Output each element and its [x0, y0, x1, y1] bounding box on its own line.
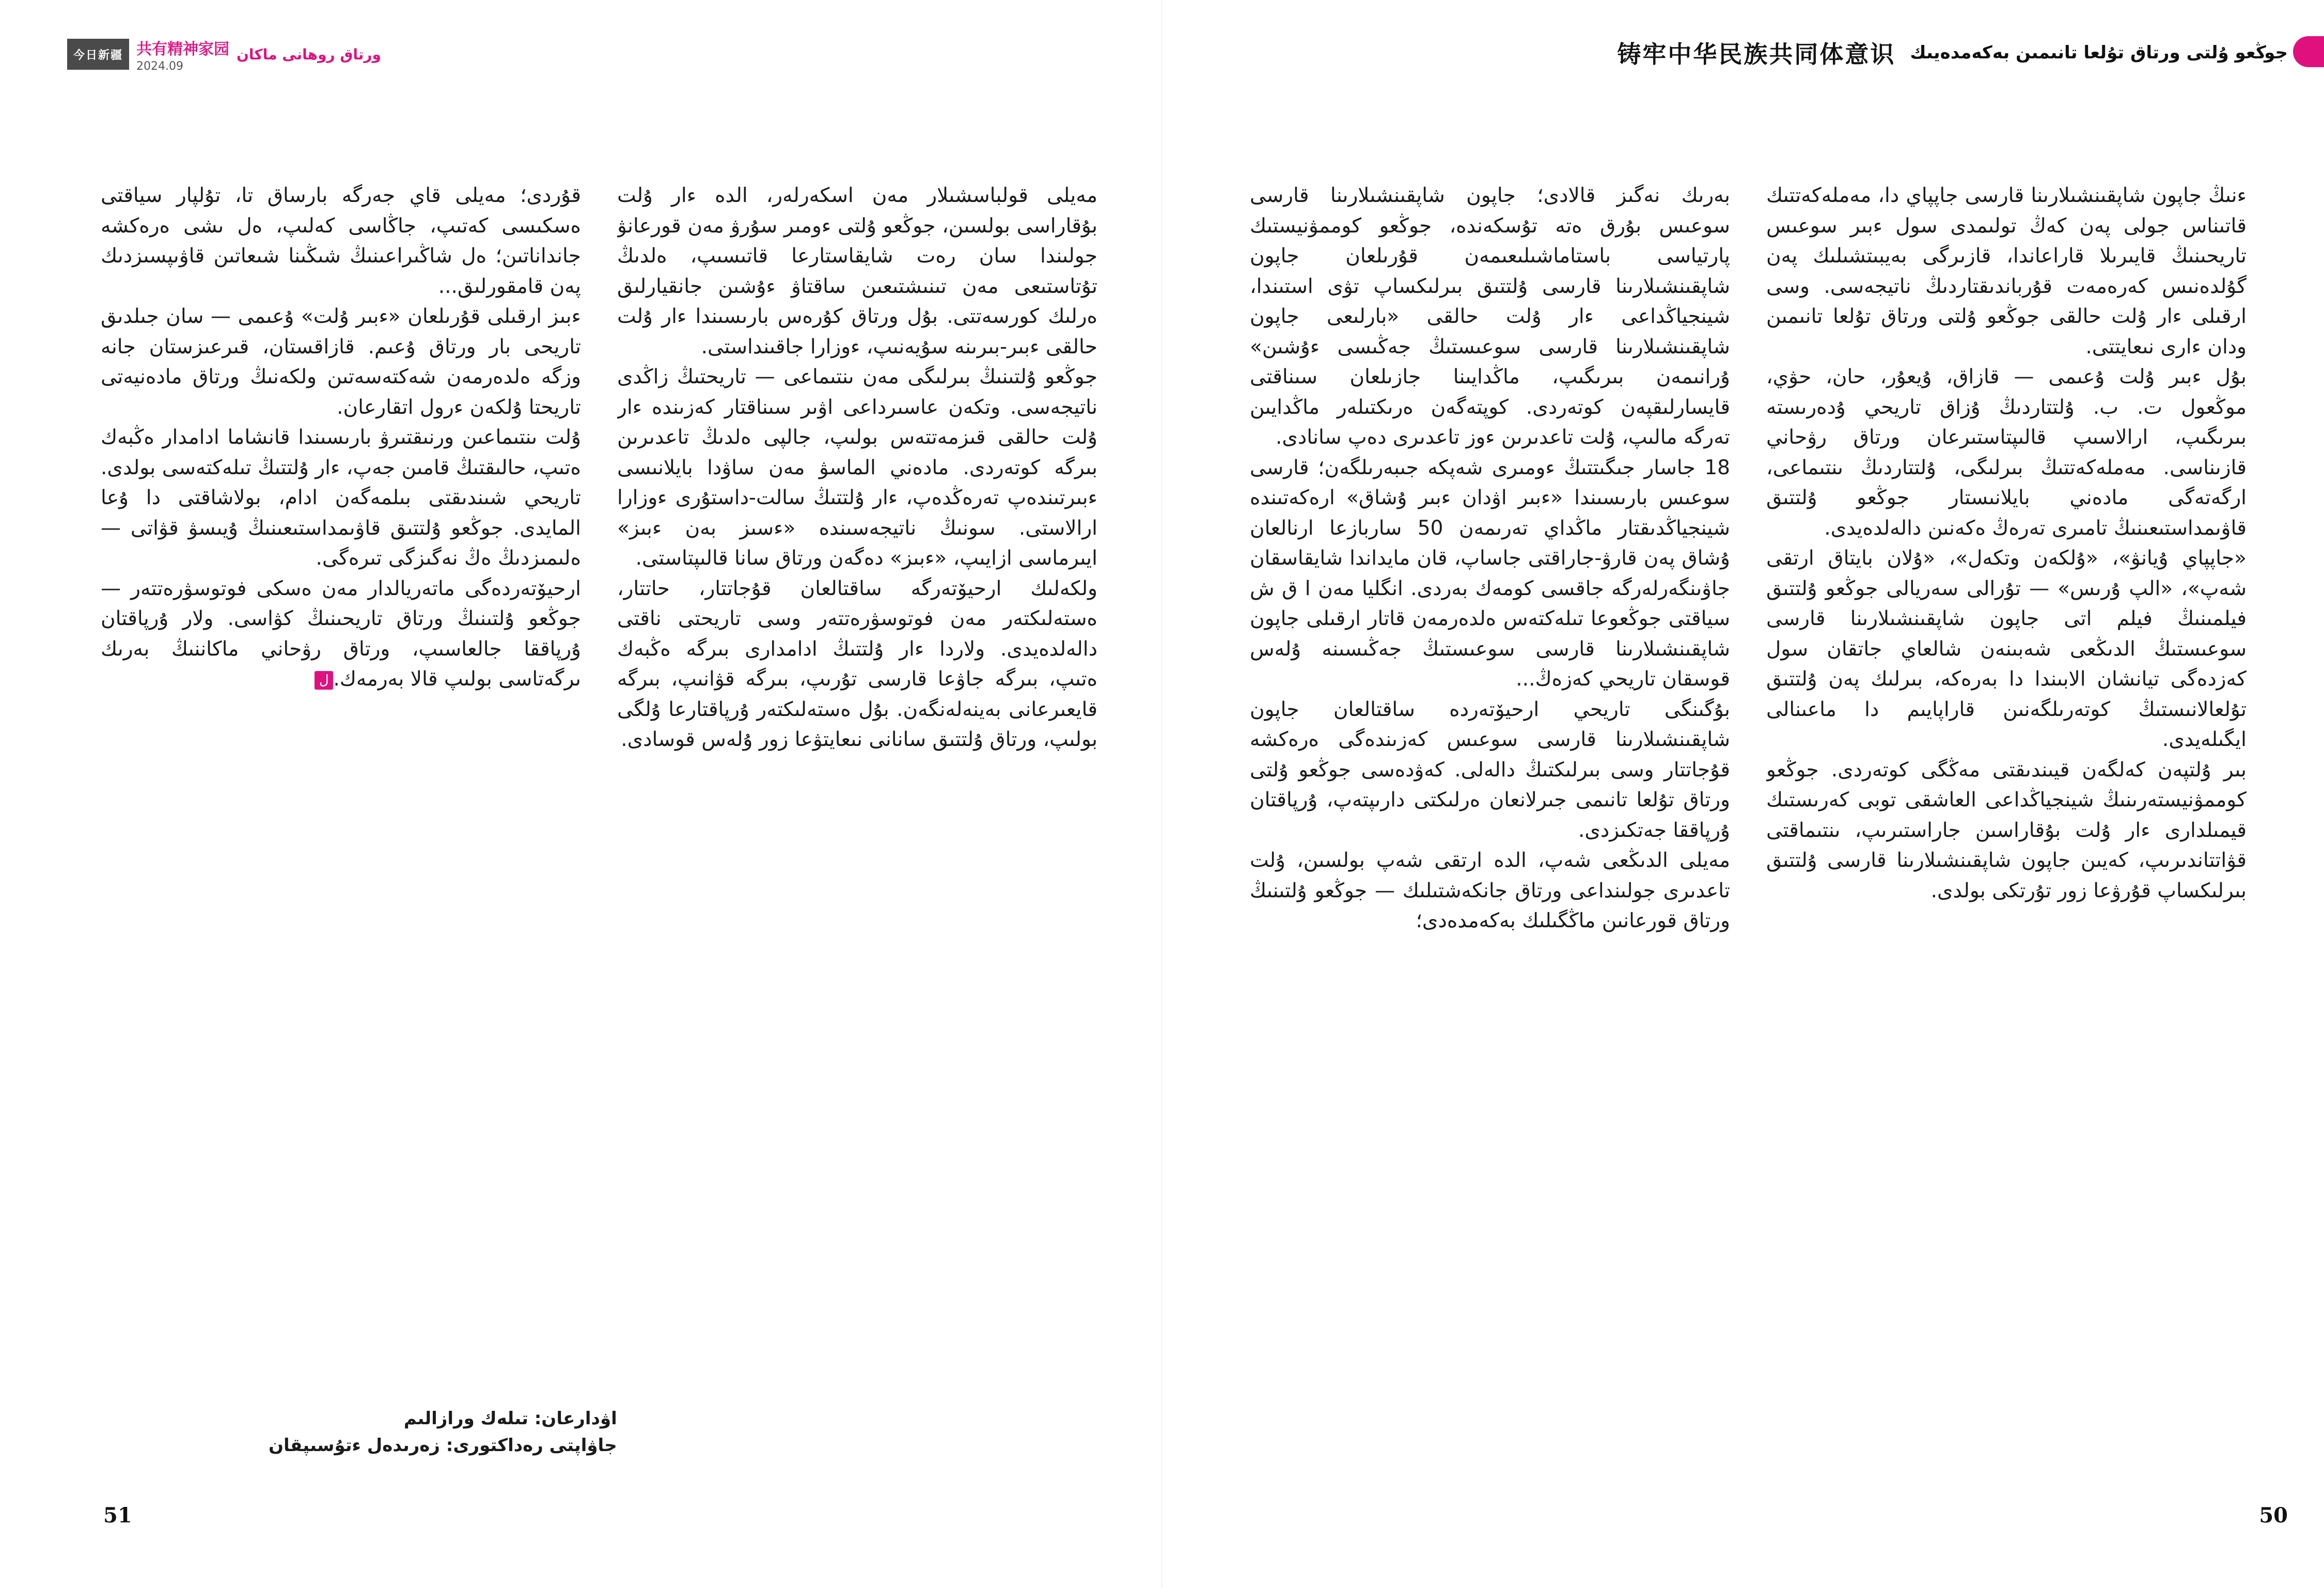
paragraph: مەيلى قولباسشىلار مەن اسكەرلەر، الدە ءار ۇلت بۇقاراسى بولسىن، جوڭعو ۇلتى ءومىر سۇرۋ مەن قورعانۋ جولىندا سان رەت شايقاستارعا قاتىسىپ، ەلدىڭ تۇتاستىعى مەن تىنىشتىعىن ساقتاۋ ءۇشىن جانقيارلىق ەرلىك كورسەتتى. بۇل ورتاق كۇرەس بارىسىندا ءار ۇلت حالقى ءبىر-بىرىنە سۇيەنىپ، ءوزارا جاقىنداستى.	[617, 184, 1097, 359]
article-column-left-outer	[101, 181, 581, 1472]
article-column-left-inner	[617, 181, 1097, 1472]
header-title-block	[136, 36, 229, 73]
paragraph-text: ارحيۆتەردەگى ماتەريالدار مەن ەسكى فوتوسۋرەتتەر — جوڭعو ۇلتىنىڭ ورتاق تاريحىنىڭ كۋاسى. ولار ۇرپاقتان ۇرپاققا جالعاسىپ، ورتاق رۋحاني ماكاننىڭ بەرىك ىرگەتاسى بولىپ قالا بەرمەك.	[101, 577, 581, 691]
paragraph: ۇلت ىنتىماعىن ورنىقتىرۋ بارىسىندا قانشاما ادامدار ەڭبەك ەتىپ، حالىقتىڭ قامىن جەپ، ءار ۇلتتىڭ تىلەكتەسى بولدى. تاريحي شىندىقتى بىلمەگەن ادام، بولاشاقتى دا ۇعا المايدى. جوڭعو ۇلتتىق قاۋىمداستىعىنىڭ ۇيىسۋ قۋاتى — ەلىمىزدىڭ ەڭ نەگىزگى تىرەگى.	[101, 426, 581, 570]
paragraph: بۇل ءبىر ۇلت ۇعىمى — قازاق، ۇيعۇر، حان، حۋي، موڭعول ت. ب. ۇلتتاردىڭ ۇزاق تاريحي ۇدەرىستە بىرىگىپ، ارالاسىپ قالىپتاستىرعان ورتاق رۋحاني قازىناسى. مەملەكەتتىڭ بىرلىگى، ۇلتتاردىڭ ىنتىماعى، ارگەتەگى مادەني بايلانىستار جوڭعو ۇلتتىق قاۋىمداستىعىنىڭ تامىرى تەرەڭ ەكەنىن دالەلدەيدى.	[1766, 365, 2247, 540]
editor-credit: جاۋاپتى رەداكتورى: زەرىدەل ءتۇسىپقان	[269, 1435, 617, 1456]
right-page-header	[1617, 32, 2288, 73]
paragraph: بۇگىنگى تاريحي ارحيۆتەردە ساقتالعان جاپون شاپقىنشىلارىنا قارسى سوعىس كەزىندەگى ەرەكشە قۇجاتتار وسى بىرلىكتىڭ دالەلى. كەۋدەسى جوڭعو ۇلتى ورتاق تۇلعا تانىمى جىرلانعان ەرلىكتى دارىپتەپ، ۇرپاقتان ۇرپاققا جەتكىزدى.	[1250, 697, 1730, 842]
paragraph: ءبىز ارقىلى قۇرىلعان «ءبىر ۇلت» ۇعىمى — سان جىلدىق تاريحى بار ورتاق ۇعىم. قازاقستان، قىرعىزستان جانە وزگە ەلدەرمەن شەكتەسەتىن ولكەنىڭ ورتاق مادەنيەتى تاريحتا ۇلكەن ءرول اتقارعان.	[101, 305, 581, 419]
paragraph: ءنىڭ جاپون شاپقىنشىلارىنا قارسى جاپپاي دا، مەملەكەتتىك قاتىناس جولى پەن كەڭ تولىمدى سول ءبىر سوعىس تاريحىنىڭ قايىرىلا قاراعاندا، قازىرگى بەيبىتشىلىك پەن گۇلدەنىس كەرەمەت قۇرباندىقتاردىڭ ناتيجەسى. وسى ارقىلى ءار ۇلت حالقى جوڭعو ۇلتى ورتاق تۇلعا تانىمىن ودان ءارى نىعايتتى.	[1766, 184, 2247, 359]
paragraph: «جاپپاي ۇيانۋ»، «ۇلكەن وتكەل»، «ۇلان بايتاق ارتقى شەپ»، «الپ ۇرىس» — تۇرالى سەريالى جوڭعو ۇلتتىق فيلمىنىڭ فيلم اتى جاپون شاپقىنشىلارىنا قارسى سوعىستىڭ الدىڭعى شەبىنەن شالعاي جاتقان سول كەزدەگى تيانشان الابىندا دا بەرەكە، بىرلىك پەن ۇلتتىق تۇلعالانىستىڭ كوتەرىلگەنىن قاراپايىم دا ماعىنالى ايگىلەيدى.	[1766, 547, 2247, 751]
issue-date: 2024.09	[136, 59, 183, 73]
series-title-uyghur: جوڭعو ۇلتى ورتاق تۇلعا تانىمىن بەكەمدەيىك	[1910, 42, 2288, 63]
magazine-logo: 今日新疆	[67, 39, 129, 70]
article-end-mark: ل	[315, 671, 333, 690]
paragraph: ولكەلىك ارحيۆتەرگە ساقتالعان قۇجاتتار، حاتتار، ەستەلىكتەر مەن فوتوسۋرەتتەر وسى تاريحتى ناقتى دالەلدەيدى. ولاردا ءار ۇلتتىڭ ادامدارى بىرگە ەڭبەك ەتىپ، بىرگە جاۋعا قارسى تۇرىپ، بىرگە قۋانىپ، بىرگە قايعىرعانى بەينەلەنگەن. بۇل ەستەلىكتەر ۇرپاقتارعا ۇلگى بولىپ، ورتاق ۇلتتىق سانانى نىعايتۋعا زور ۇلەس قوسادى.	[617, 577, 1097, 751]
section-title-uyghur: ورتاق روھانى ماكان	[237, 45, 381, 63]
page-number-right: 50	[2259, 1503, 2288, 1528]
section-color-tab	[2293, 36, 2324, 67]
paragraph	[101, 574, 581, 695]
section-title-chinese: 共有精神家园	[136, 40, 229, 58]
right-page	[1162, 0, 2324, 1588]
article-column-right-outer	[1766, 181, 2247, 1472]
series-title-chinese: 铸牢中华民族共同体意识	[1617, 40, 1896, 68]
paragraph: 18 جاسار جىگىتتىڭ ءومىرى شەپكە جىبەرىلگەن؛ قارسى سوعىس بارىسىندا «ءبىر اۋدان ءبىر ۇشاق» ارەكەتىندە شينجياڭدىقتار ماڭداي تەرىمەن 50 ساربازعا ارنالعان ۇشاق پەن قارۋ-جاراقتى جاساپ، قان مايداندا شايقاسقان جاۋىنگەرلەرگە جاقسى كومەك بەردى. انگليا مەن ا ق ش سياقتى جوڭعوعا تىلەكتەس ەلدەرمەن قاتار ارقىلى جاپون شاپقىنشىلارىنا قارسى سوعىستىڭ جەڭىسىنە ۇلەس قوسقان تاريحي كەزەڭ...	[1250, 456, 1730, 691]
page-number-left: 51	[103, 1503, 132, 1528]
paragraph: جوڭعو ۇلتىنىڭ بىرلىگى مەن ىنتىماعى — تاريحتىڭ زاڭدى ناتيجەسى. وتكەن عاسىرداعى اۋىر سىناقتار كەزىندە ءار ۇلت حالقى قىزمەتتەس بولىپ، جالپى ەلدىڭ تاعدىرىن بىرگە كوتەردى. مادەني الماسۋ مەن ساۋدا بايلانىسى ءبىرتىندەپ تەرەڭدەپ، ءار ۇلتتىڭ سالت-داستۇرى ءوزارا ارالاستى. سونىڭ ناتيجەسىندە «ءسىز بەن ءبىز» ايىرماسى ازايىپ، «ءبىز» دەگەن ورتاق سانا قالىپتاستى.	[617, 365, 1097, 570]
paragraph: مەيلى الدىڭعى شەپ، الدە ارتقى شەپ بولسىن، ۇلت تاعدىرى جولىنداعى ورتاق جانكەشتىلىك — جوڭعو ۇلتىنىڭ ورتاق قورعانىن ماڭگىلىك بەكەمدەدى؛	[1250, 849, 1730, 932]
paragraph: قۇردى؛ مەيلى قاي جەرگە بارساق تا، تۇلپار سياقتى ەسكىسى كەتىپ، جاڭاسى كەلىپ، ەل ىشى ەرەكشە جانداناتىن؛ ەل شاڭىراعىنىڭ شىڭىنا شىعاتىن قاۋىپسىزدىك پەن قامقورلىق...	[101, 184, 581, 298]
left-page-header	[67, 36, 381, 72]
paragraph: بەرىك نەگىز قالادى؛ جاپون شاپقىنشىلارىنا قارسى سوعىس بۇرق ەتە تۇسكەندە، جوڭعو كوممۋنيستىك پارتياسى باستاماشىلىعىمەن قۇرىلعان جاپون شاپقىنشىلارىنا قارسى ۇلتتىق بىرلىكساپ تۋى استىندا، شينجياڭداعى ءار ۇلت حالقى «بارلىعى جاپون شاپقىنشىلارىنا قارسى سوعىستىڭ جەڭىسى ءۇشىن» ۇرانىمەن بىرىگىپ، ماڭدايىنا جازىلعان سىناقتى قايسارلىقپەن كوتەردى. كوپتەگەن ەرىكتىلەر ماڭدايىن تەرگە مالىپ، ۇلت تاعدىرىن ءوز تاعدىرى دەپ سانادى.	[1250, 184, 1730, 449]
translator-credit: اۋدارعان: تىلەك ورازالىم	[403, 1408, 617, 1429]
paragraph: بىر ۇلتپەن كەلگەن قيىندىقتى مەڭگى كوتەردى. جوڭعو كوممۋنيستەرىنىڭ شينجياڭداعى العاشقى توبى كەرىستىك قيمىلدارى ءار ۇلت بۇقاراسىن جاراستىرىپ، ىنتىماقتى قۋاتتاندىرىپ، كەيىن جاپون شاپقىنشىلارىنا قارسى ۇلتتىق بىرلىكساپ قۇرۋعا زور تۇرتكى بولدى.	[1766, 758, 2247, 902]
article-credits	[269, 1405, 617, 1459]
article-column-right-inner	[1250, 181, 1730, 1472]
